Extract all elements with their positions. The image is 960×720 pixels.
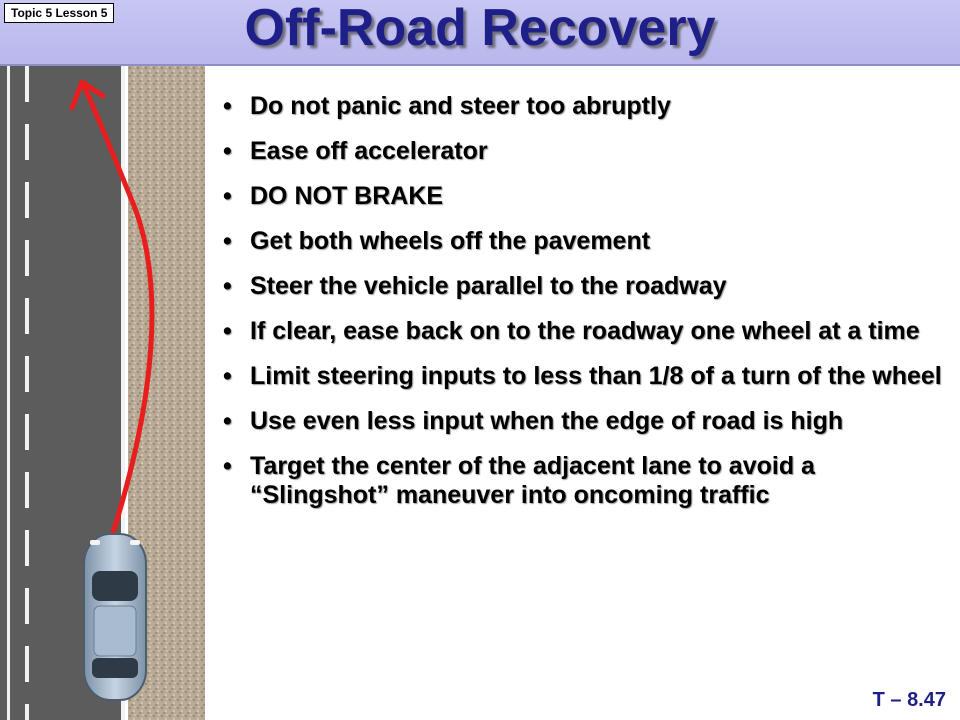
bullet-icon: •	[223, 362, 232, 390]
slide-number: T – 8.47	[872, 689, 946, 711]
bullet-text: DO NOT BRAKE	[250, 182, 444, 210]
bullet-item	[220, 182, 955, 211]
bullet-icon: •	[223, 452, 232, 480]
topic-label: Topic 5 Lesson 5	[4, 3, 114, 23]
slide-title: Off-Road Recovery	[244, 0, 716, 57]
left-edge-line	[7, 66, 10, 720]
bullet-item	[220, 272, 955, 301]
bullet-text: If clear, ease back on to the roadway one wheel at a time	[250, 317, 920, 345]
bullet-text: Use even less input when the edge of road is high	[250, 407, 844, 435]
bullet-item	[220, 92, 955, 121]
bullet-icon: •	[223, 227, 232, 255]
bullet-text: Target the center of the adjacent lane to avoid a “Slingshot” maneuver into oncoming traffic	[250, 452, 815, 509]
bullet-icon: •	[223, 317, 232, 345]
car-icon	[84, 534, 146, 700]
bullet-list	[220, 92, 955, 526]
bullet-icon: •	[223, 92, 232, 120]
title-bar	[0, 0, 960, 66]
bullet-icon: •	[223, 272, 232, 300]
bullet-item	[220, 407, 955, 436]
bullet-text: Steer the vehicle parallel to the roadway	[250, 272, 727, 300]
bullet-text: Ease off accelerator	[250, 137, 488, 165]
bullet-text: Do not panic and steer too abruptly	[250, 92, 671, 120]
bullet-item	[220, 452, 955, 510]
bullet-text: Get both wheels off the pavement	[250, 227, 651, 255]
road-illustration	[0, 66, 205, 720]
bullet-icon: •	[223, 182, 232, 210]
bullet-icon: •	[223, 137, 232, 165]
bullet-item	[220, 137, 955, 166]
bullet-icon: •	[223, 407, 232, 435]
bullet-item	[220, 362, 955, 391]
bullet-item	[220, 317, 955, 346]
bullet-text: Limit steering inputs to less than 1/8 of a turn of the wheel	[250, 362, 942, 390]
bullet-item	[220, 227, 955, 256]
